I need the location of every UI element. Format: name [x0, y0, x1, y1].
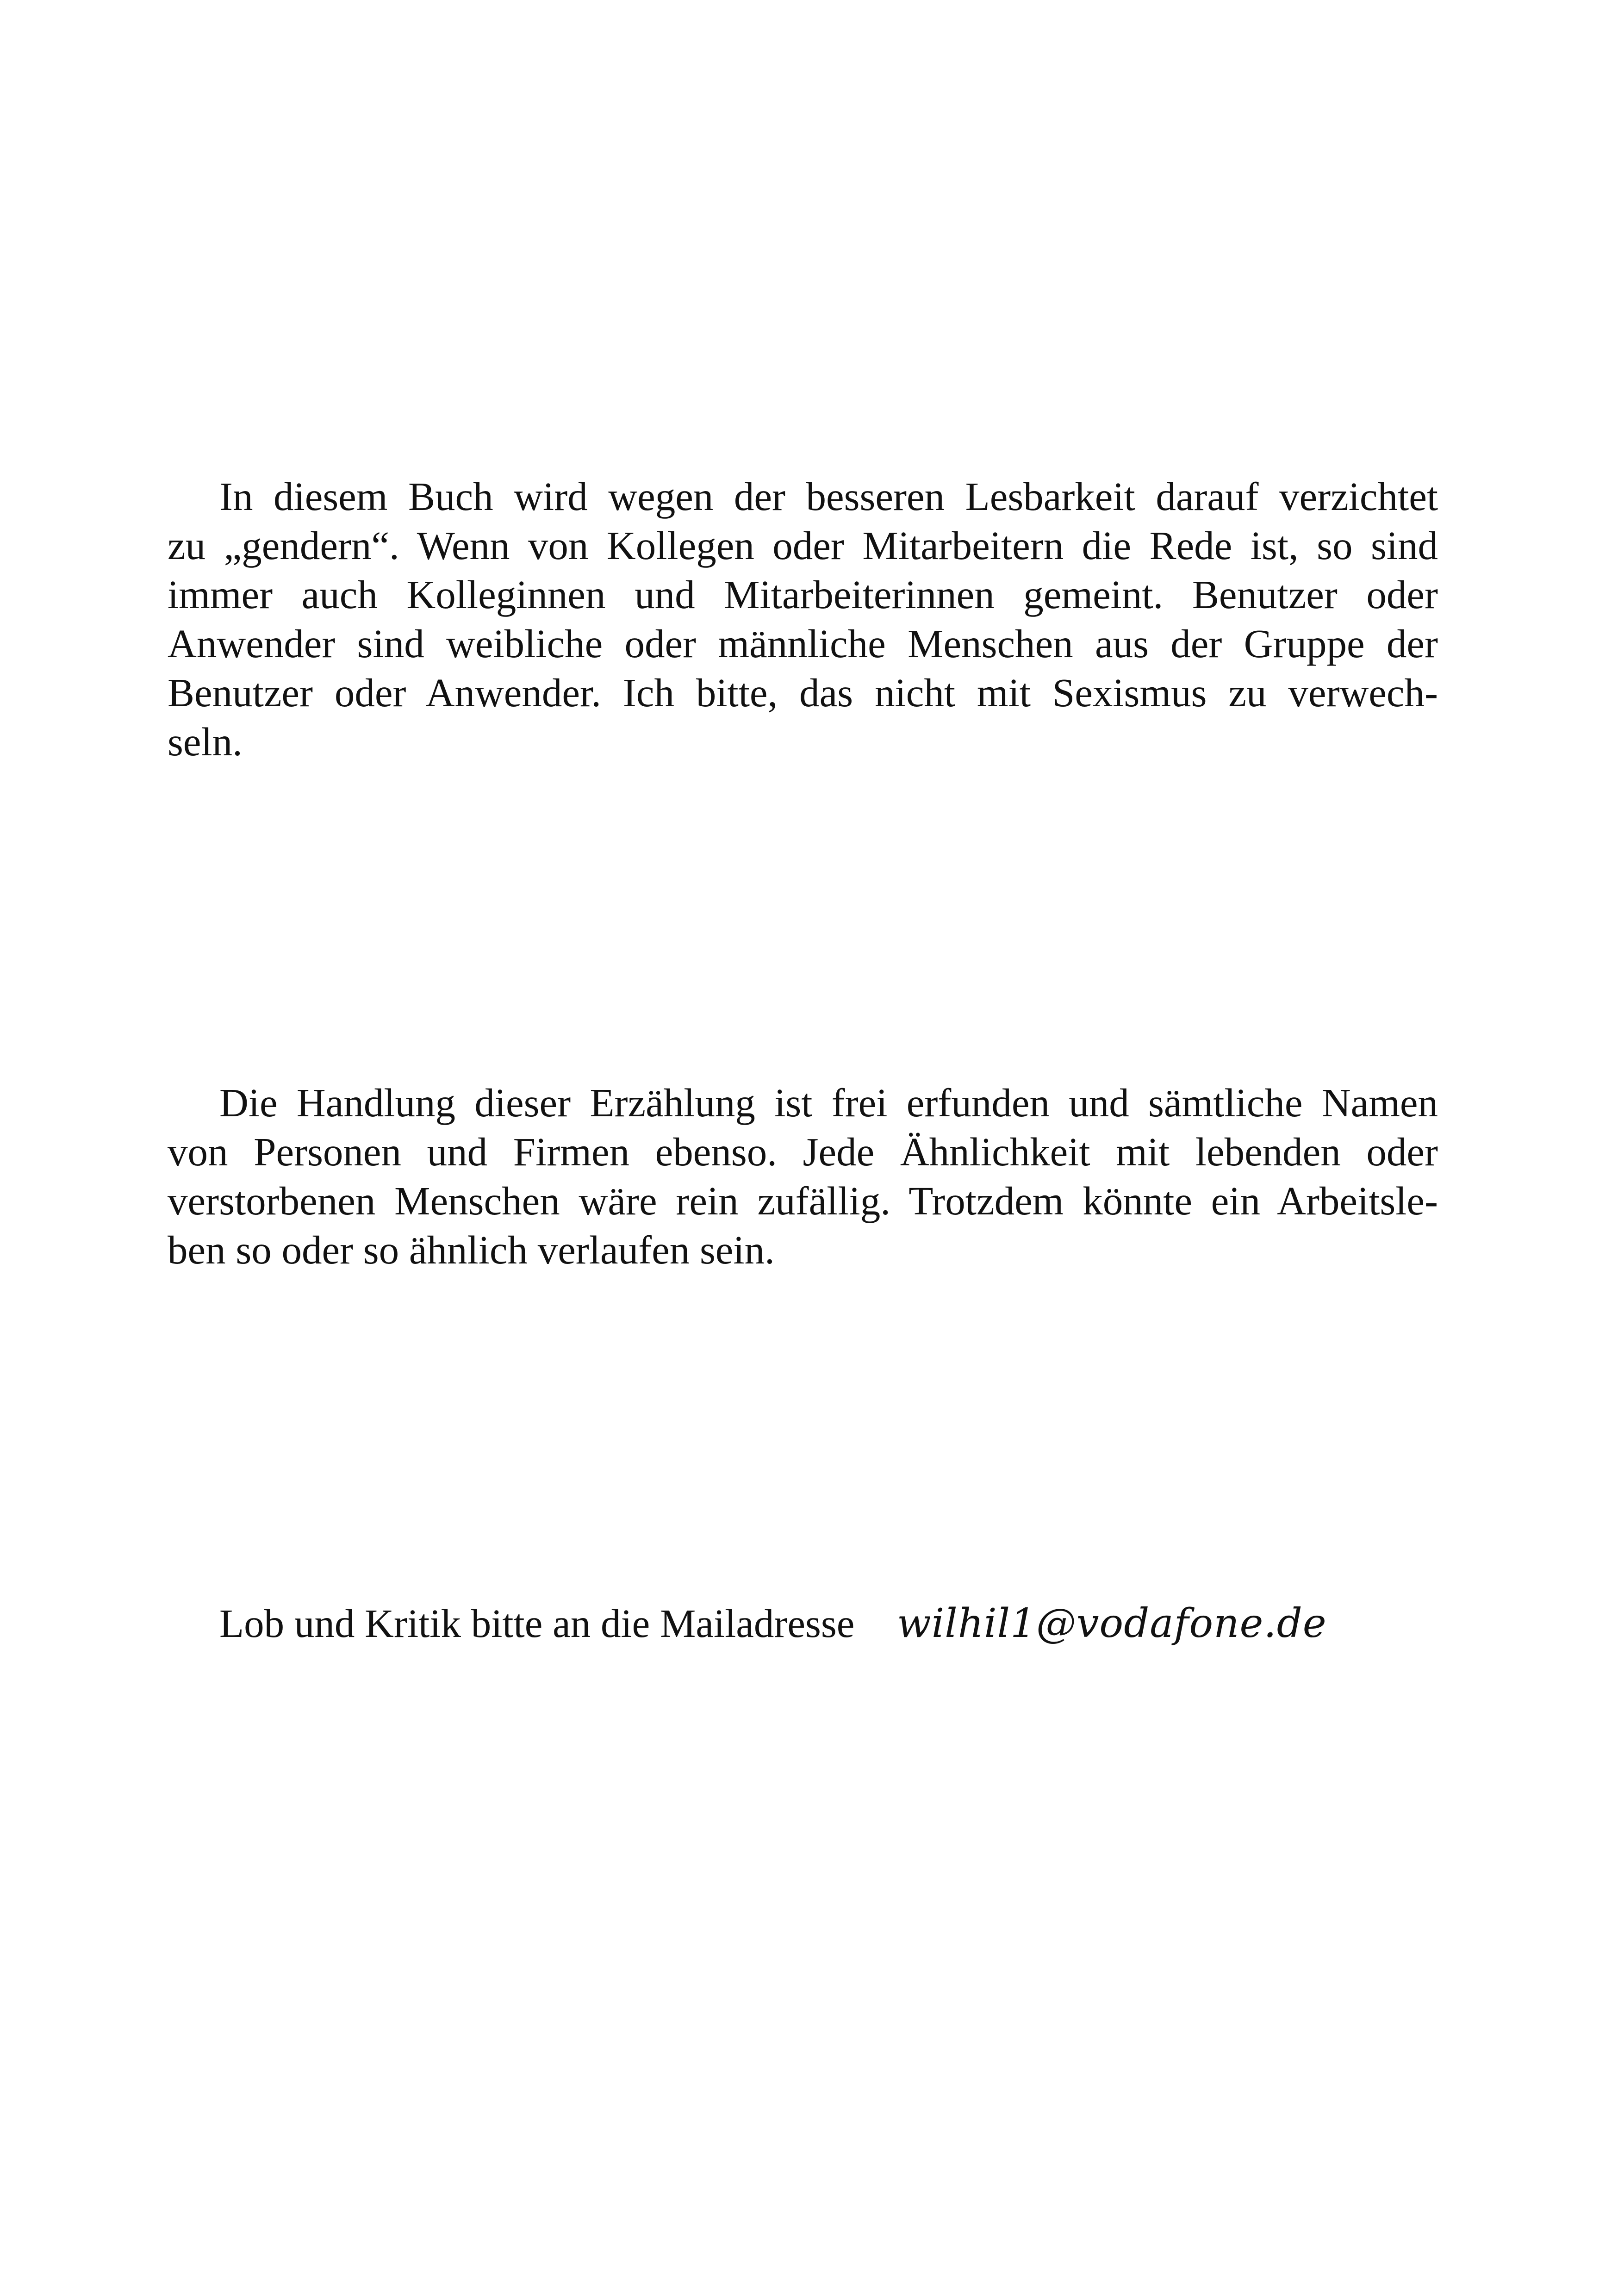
text-line: zu „gendern“. Wenn von Kollegen oder Mitarbeitern die Rede ist, so sind — [168, 523, 1438, 568]
gender-notice-paragraph — [168, 472, 1438, 766]
contact-email: wilhil1@vodafone.de — [897, 1600, 1327, 1647]
text-line: Benutzer oder Anwender. Ich bitte, das nicht mit Sexismus zu verwech- — [168, 670, 1438, 715]
text-line: Anwender sind weibliche oder männliche Menschen aus der Gruppe der — [168, 621, 1438, 666]
contact-line — [219, 1599, 1327, 1648]
text-line: In diesem Buch wird wegen der besseren Lesbarkeit darauf verzichtet — [219, 474, 1438, 519]
fiction-disclaimer-paragraph — [168, 1078, 1438, 1275]
text-line: von Personen und Firmen ebenso. Jede Ähnlichkeit mit lebenden oder — [168, 1129, 1438, 1174]
text-line: Die Handlung dieser Erzählung ist frei erfunden und sämtliche Namen — [219, 1080, 1438, 1125]
contact-label: Lob und Kritik bitte an die Mailadresse — [219, 1601, 855, 1646]
text-line: ben so oder so ähnlich verlaufen sein. — [168, 1227, 775, 1272]
text-line: verstorbenen Menschen wäre rein zufällig. Trotzdem könnte ein Arbeitsle- — [168, 1178, 1438, 1223]
text-line: immer auch Kolleginnen und Mitarbeiterinnen gemeint. Benutzer oder — [168, 572, 1438, 617]
text-line: seln. — [168, 719, 243, 764]
